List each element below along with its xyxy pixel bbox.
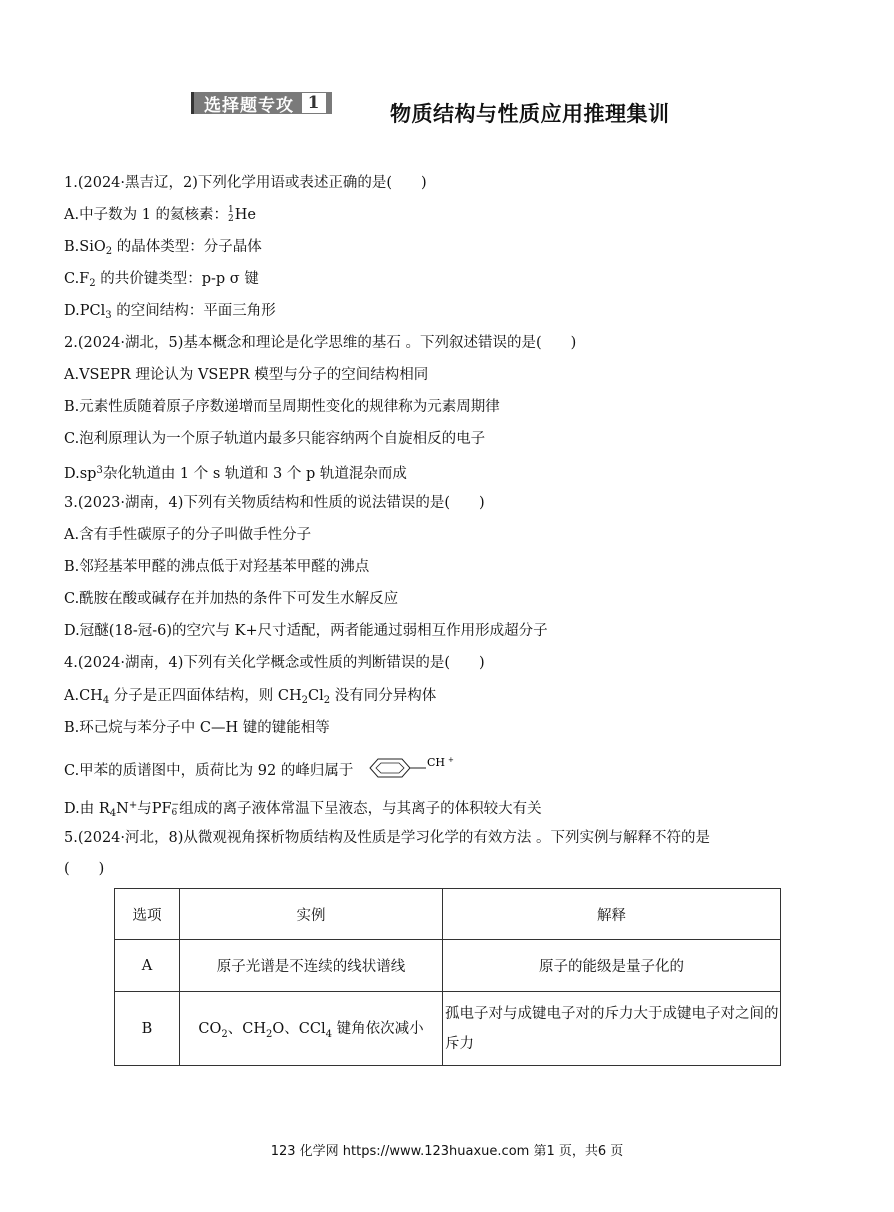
- table-row: [115, 992, 781, 1066]
- q2-option-c: C.泡利原理认为一个原子轨道内最多只能容纳两个自旋相反的电子: [64, 431, 486, 447]
- q4-option-b: B.环己烷与苯分子中 C—H 键的键能相等: [64, 720, 330, 736]
- q2-option-a: A.VSEPR 理论认为 VSEPR 模型与分子的空间结构相同: [64, 367, 429, 383]
- table-header-cell: 解释: [443, 889, 781, 940]
- q3-option-a: A.含有手性碳原子的分子叫做手性分子: [64, 527, 312, 543]
- q4-stem: 4.(2024·湖南，4)下列有关化学概念或性质的判断错误的是( ): [64, 655, 485, 671]
- benzene-ring-icon: [368, 756, 458, 780]
- q4-option-a: $A.CH_4$ 分子是正四面体结构，则 $CH_2Cl_2$ 没有同分异构体: [64, 688, 437, 706]
- q5-stem-blank: ( ): [64, 861, 105, 877]
- table-row: [115, 940, 781, 992]
- section-banner: [191, 90, 332, 116]
- banner-label: 选择题专攻: [204, 95, 294, 116]
- q1-option-a: A.中子数为 1 的氦核素： 1 2 He: [64, 205, 256, 224]
- table-header-cell: 选项: [115, 889, 180, 940]
- q1-option-c: $C.F_2$ 的共价键类型：p-p σ 键: [64, 271, 259, 289]
- q5-table: [114, 888, 781, 1066]
- table-header-cell: 实例: [180, 889, 443, 940]
- q1-option-b: B.SiO$_2$ 的晶体类型：分子晶体: [64, 239, 262, 257]
- banner-label-box: [191, 92, 332, 114]
- q1-option-d: D.PCl$_3$ 的空间结构：平面三角形: [64, 303, 276, 321]
- table-cell-example: 原子光谱是不连续的线状谱线: [180, 940, 443, 992]
- toluene-cation-structure: [368, 756, 458, 786]
- q5-stem: 5.(2024·河北，8)从微观视角探析物质结构及性质是学习化学的有效方法 。下列实例与解释不符的是: [64, 830, 710, 846]
- q3-stem: 3.(2023·湖南，4)下列有关物质结构和性质的说法错误的是( ): [64, 495, 485, 511]
- table-cell-example: $CO_2$、$CH_2O$、CCl$_4$ 键角依次减小: [180, 992, 443, 1066]
- table-cell-explain: 孤电子对与成键电子对的斥力大于成键电子对之间的斥力: [443, 992, 781, 1066]
- page-title: 物质结构与性质应用推理集训: [390, 102, 670, 126]
- page-footer: 123 化学网 https://www.123huaxue.com 第1 页，共6 页: [270, 1144, 624, 1159]
- charge-label: +: [447, 756, 454, 764]
- q2-option-b: B.元素性质随着原子序数递增而呈周期性变化的规律称为元素周期律: [64, 399, 500, 415]
- q4-option-c: C.甲苯的质谱图中，质荷比为 92 的峰归属于 CH +: [64, 756, 458, 786]
- methyl-label: CH: [426, 756, 445, 769]
- q1-stem: 1.(2024·黑吉辽，2)下列化学用语或表述正确的是( ): [64, 175, 427, 191]
- table-cell-explain: 原子的能级是量子化的: [443, 940, 781, 992]
- banner-number: 1: [302, 93, 326, 113]
- table-cell-option: B: [115, 992, 180, 1066]
- q2-stem: 2.(2024·湖北，5)基本概念和理论是化学思维的基石 。下列叙述错误的是( ): [64, 335, 577, 351]
- table-cell-option: A: [115, 940, 180, 992]
- table-header-row: [115, 889, 781, 940]
- q4-option-d: D.由 $R_4N^+$与PF − 6 组成的离子液体常温下呈液态，与其离子的体积较大有关: [64, 800, 542, 819]
- q2-option-d: $D.sp^3$杂化轨道由 1 个 s 轨道和 3 个 p 轨道混杂而成: [64, 465, 407, 482]
- q3-option-c: C.酰胺在酸或碱存在并加热的条件下可发生水解反应: [64, 591, 399, 607]
- q3-option-d: D.冠醚(18-冠-6)的空穴与 K+尺寸适配，两者能通过弱相互作用形成超分子: [64, 623, 548, 639]
- q3-option-b: B.邻羟基苯甲醛的沸点低于对羟基苯甲醛的沸点: [64, 559, 370, 575]
